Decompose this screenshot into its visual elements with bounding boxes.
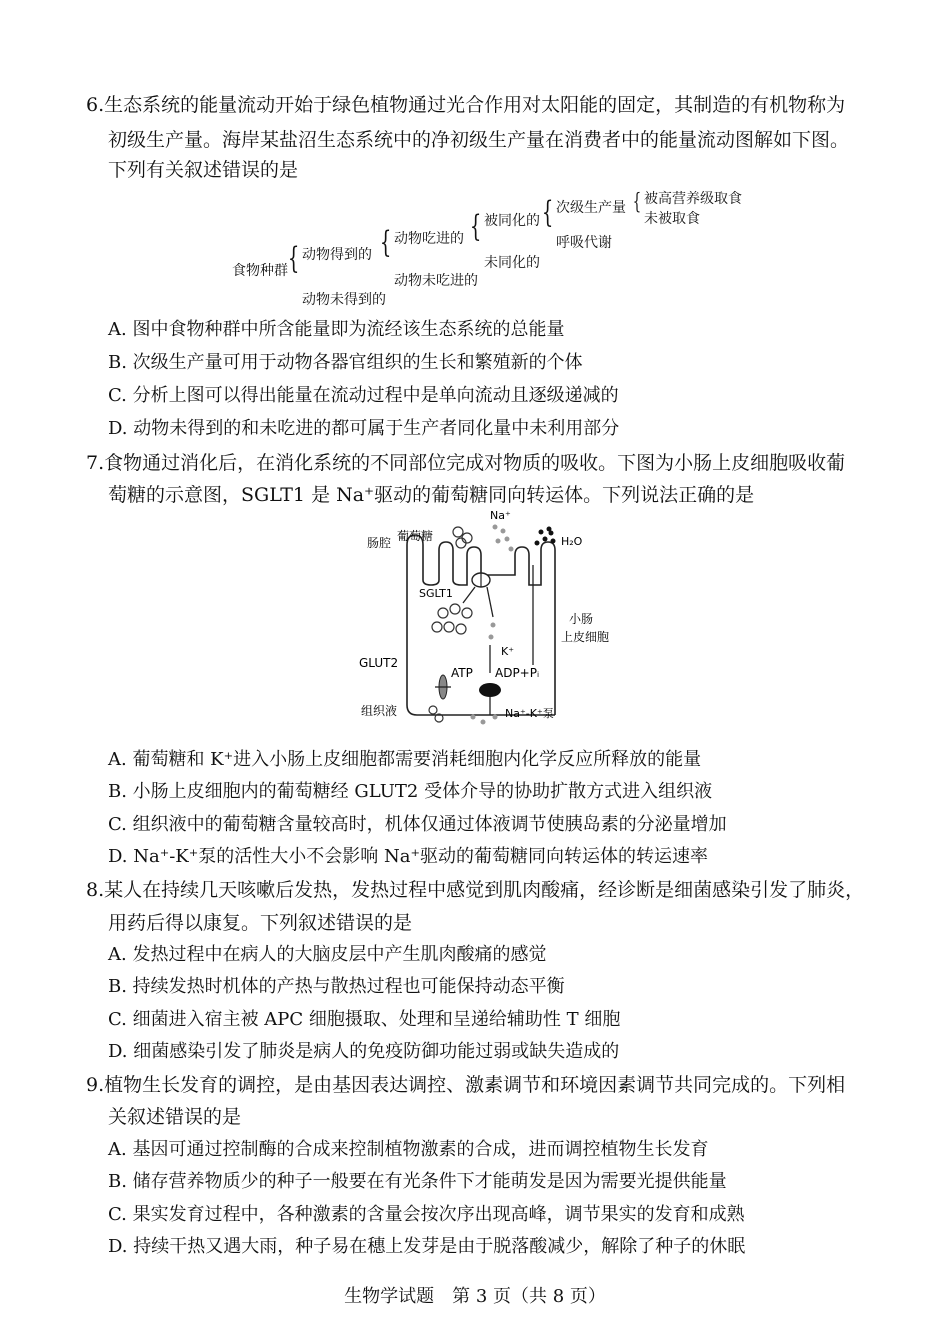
- diag-food-population: 食物种群: [232, 263, 288, 279]
- q9-option-a: A. 基因可通过控制酶的合成来控制植物激素的合成，进而调控植物生长发育: [108, 1139, 709, 1160]
- q6-option-c: C. 分析上图可以得出能量在流动过程中是单向流动且逐级递减的: [108, 385, 619, 406]
- label-glucose: 葡萄糖: [397, 529, 434, 543]
- brace-icon: {: [632, 190, 642, 215]
- label-glut2: GLUT2: [359, 656, 399, 670]
- na-k-pump: [479, 683, 501, 697]
- brace-icon: {: [541, 195, 554, 230]
- q6-stem-line-1: 6.生态系统的能量流动开始于绿色植物通过光合作用对太阳能的固定，其制造的有机物称为: [86, 94, 846, 116]
- q8-stem-line-1: 8.某人在持续几天咳嗽后发热，发热过程中感觉到肌肉酸痛，经诊断是细菌感染引发了肺炎，: [86, 879, 865, 901]
- q6-stem-line-3: 下列有关叙述错误的是: [108, 159, 299, 181]
- diag-respiration: 呼吸代谢: [556, 235, 612, 251]
- q7-option-d: D. Na⁺-K⁺泵的活性大小不会影响 Na⁺驱动的葡萄糖同向转运体的转运速率: [108, 846, 708, 867]
- label-cell-2: 上皮细胞: [561, 630, 610, 644]
- diag-assimilated: 被同化的: [484, 213, 540, 229]
- q7-option-c: C. 组织液中的葡萄糖含量较高时，机体仅通过体液调节使胰岛素的分泌量增加: [108, 814, 727, 835]
- diag-secondary-production: 次级生产量: [556, 200, 626, 216]
- diag-not-eaten-higher: 未被取食: [644, 211, 700, 227]
- q6-option-a: A. 图中食物种群中所含能量即为流经该生态系统的总能量: [108, 319, 565, 340]
- q9-option-d: D. 持续干热又遇大雨，种子易在穗上发芽是由于脱落酸减少，解除了种子的休眠: [108, 1236, 746, 1257]
- label-water: H₂O: [561, 535, 583, 548]
- label-sglt1: SGLT1: [419, 587, 453, 600]
- q7-stem-line-2: 萄糖的示意图，SGLT1 是 Na⁺驱动的葡萄糖同向转运体。下列说法正确的是: [108, 484, 755, 506]
- label-atp: ATP: [451, 666, 473, 680]
- label-cell-1: 小肠: [569, 612, 594, 626]
- q9-stem-line-1: 9.植物生长发育的调控，是由基因表达调控、激素调节和环境因素调节共同完成的。下列相: [86, 1074, 846, 1096]
- brace-icon: {: [287, 241, 300, 276]
- q6-option-d: D. 动物未得到的和未吃进的都可属于生产者同化量中未利用部分: [108, 418, 620, 439]
- q8-option-d: D. 细菌感染引发了肺炎是病人的免疫防御功能过弱或缺失造成的: [108, 1041, 620, 1062]
- q7-stem-line-1: 7.食物通过消化后，在消化系统的不同部位完成对物质的吸收。下图为小肠上皮细胞吸收葡: [86, 452, 846, 474]
- label-lumen: 肠腔: [367, 536, 392, 550]
- q9-option-c: C. 果实发育过程中，各种激素的含量会按次序出现高峰，调节果实的发育和成熟: [108, 1204, 745, 1225]
- q9-option-b: B. 储存营养物质少的种子一般要在有光条件下才能萌发是因为需要光提供能量: [108, 1171, 727, 1192]
- label-adp: ADP+Pᵢ: [495, 666, 540, 680]
- q7-option-b: B. 小肠上皮细胞内的葡萄糖经 GLUT2 受体介导的协助扩散方式进入组织液: [108, 781, 713, 802]
- diag-eaten: 动物吃进的: [394, 231, 464, 247]
- q9-stem-line-2: 关叙述错误的是: [108, 1106, 242, 1128]
- q8-option-c: C. 细菌进入宿主被 APC 细胞摄取、处理和呈递给辅助性 T 细胞: [108, 1009, 621, 1030]
- label-tissue-fluid: 组织液: [361, 704, 398, 718]
- diag-animal-not-got: 动物未得到的: [302, 292, 386, 308]
- q8-option-b: B. 持续发热时机体的产热与散热过程也可能保持动态平衡: [108, 976, 565, 997]
- q7-glucose-absorption-diagram: [355, 505, 625, 730]
- diag-animal-got: 动物得到的: [302, 247, 372, 263]
- brace-icon: {: [379, 225, 392, 260]
- brace-icon: {: [469, 209, 482, 244]
- label-na: Na⁺: [490, 509, 511, 522]
- diag-eaten-by-higher: 被高营养级取食: [644, 191, 742, 207]
- page-footer: 生物学试题 第 3 页（共 8 页）: [344, 1286, 606, 1307]
- label-k: K⁺: [501, 645, 515, 658]
- q8-option-a: A. 发热过程中在病人的大脑皮层中产生肌肉酸痛的感觉: [108, 944, 547, 965]
- q6-option-b: B. 次级生产量可用于动物各器官组织的生长和繁殖新的个体: [108, 352, 583, 373]
- q8-stem-line-2: 用药后得以康复。下列叙述错误的是: [108, 912, 413, 934]
- diag-not-assimilated: 未同化的: [484, 255, 540, 271]
- glucose-molecules: [429, 527, 472, 722]
- label-pump: Na⁺-K⁺泵: [505, 707, 554, 720]
- q6-stem-line-2: 初级生产量。海岸某盐沼生态系统中的净初级生产量在消费者中的能量流动图解如下图。: [108, 129, 850, 151]
- q7-option-a: A. 葡萄糖和 K⁺进入小肠上皮细胞都需要消耗细胞内化学反应所释放的能量: [108, 749, 702, 770]
- diag-not-eaten: 动物未吃进的: [394, 273, 478, 289]
